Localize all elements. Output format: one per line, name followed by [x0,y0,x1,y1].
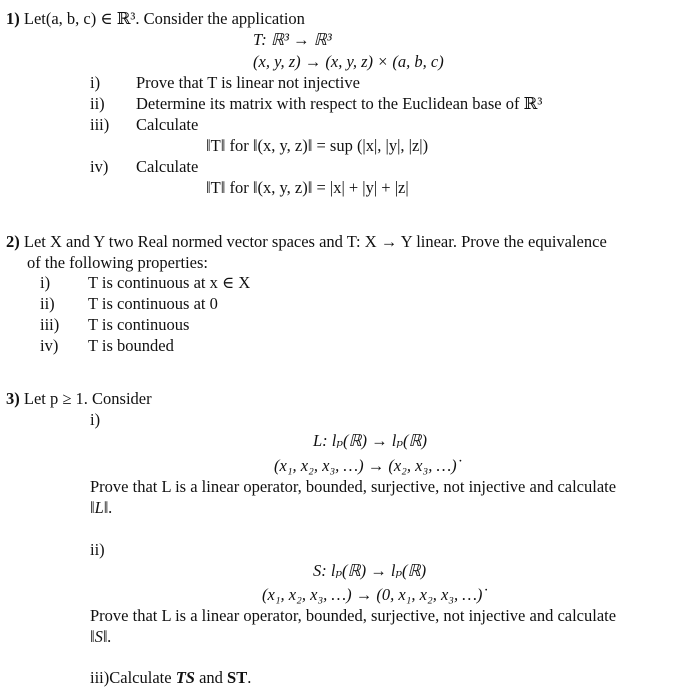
problem-2-line-1-text: Let X and Y two Real normed vector spaces and T: X → Y linear. Prove the equivalence [23,232,607,251]
operator-S-prove: Prove that L is a linear operator, bounded, surjective, not injective and calculate [90,606,617,625]
item-label: ii) [40,294,55,313]
problem-1-map-rule: (x, y, z) → (x, y, z) × (a, b, c) [253,52,444,71]
problem-3-iii-end: . [247,668,252,687]
problem-1-item-i [90,72,360,93]
problem-2-line-2: of the following properties: [27,253,209,272]
item-label: iii) [90,115,110,134]
problem-3-iii [90,667,251,688]
problem-3-number: 3) [6,389,20,408]
problem-3-intro [6,388,152,409]
item-label: ii) [90,94,105,113]
problem-2-item-i [40,272,250,293]
problem-3-ii-label: ii) [90,540,105,559]
item-text: Calculate [136,115,199,134]
operator-L-prove: Prove that L is a linear operator, bounded, surjective, not injective and calculate [90,477,617,496]
item-label: iii) [40,315,60,334]
problem-1-item-iv [90,156,198,177]
item-text: Calculate [136,157,199,176]
item-text: T is continuous [88,315,190,334]
item-text: Determine its matrix with respect to the Euclidean base of ℝ³ [136,94,543,113]
problem-1-norm-iii: ‖T‖ for ‖(x, y, z)‖ = sup (|x|, |y|, |z|) [206,136,429,155]
problem-2-item-ii [40,293,218,314]
problem-2-number: 2) [6,232,20,251]
problem-1-map-def: T: ℝ³ → ℝ³ [253,30,332,49]
problem-1-item-iii [90,114,198,135]
operator-L-rule: (x₁, x₂, x₃, …) → (x₂, x₃, …)˙ [274,456,463,475]
item-text: T is bounded [88,336,174,355]
operator-S-rule: (x₁, x₂, x₃, …) → (0, x₁, x₂, x₃, …)˙ [262,585,488,604]
problem-3-iii-text: Calculate [109,668,176,687]
problem-1-number: 1) [6,9,20,28]
operator-S-def: S: lₚ(ℝ) → lₚ(ℝ) [313,561,427,580]
problem-3-iii-label: iii) [90,668,110,687]
problem-2-item-iv [40,335,174,356]
item-label: iv) [90,157,109,176]
problem-1-intro-text: Let(a, b, c) ∈ ℝ³. Consider the application [23,9,305,28]
item-text: T is continuous at 0 [88,294,218,313]
item-label: i) [40,273,51,292]
item-text: Prove that T is linear not injective [136,73,360,92]
operator-L-norm: ‖L‖. [90,498,113,517]
item-label: iv) [40,336,59,355]
problem-3-intro-text: Let p ≥ 1. Consider [23,389,152,408]
problem-1-intro [6,8,305,29]
problem-2-item-iii [40,314,189,335]
item-label: i) [90,73,101,92]
product-ST: ST [227,668,248,687]
problem-3-i-label: i) [90,410,101,429]
product-TS: TS [175,668,195,687]
problem-1-item-ii [90,93,542,114]
operator-L-def: L: lₚ(ℝ) → lₚ(ℝ) [313,431,428,450]
operator-S-norm: ‖S‖. [90,627,112,646]
item-text: T is continuous at x ∈ X [88,273,251,292]
problem-2-line-1 [6,231,607,252]
problem-3-iii-and: and [194,668,228,687]
problem-1-norm-iv: ‖T‖ for ‖(x, y, z)‖ = |x| + |y| + |z| [206,178,409,197]
